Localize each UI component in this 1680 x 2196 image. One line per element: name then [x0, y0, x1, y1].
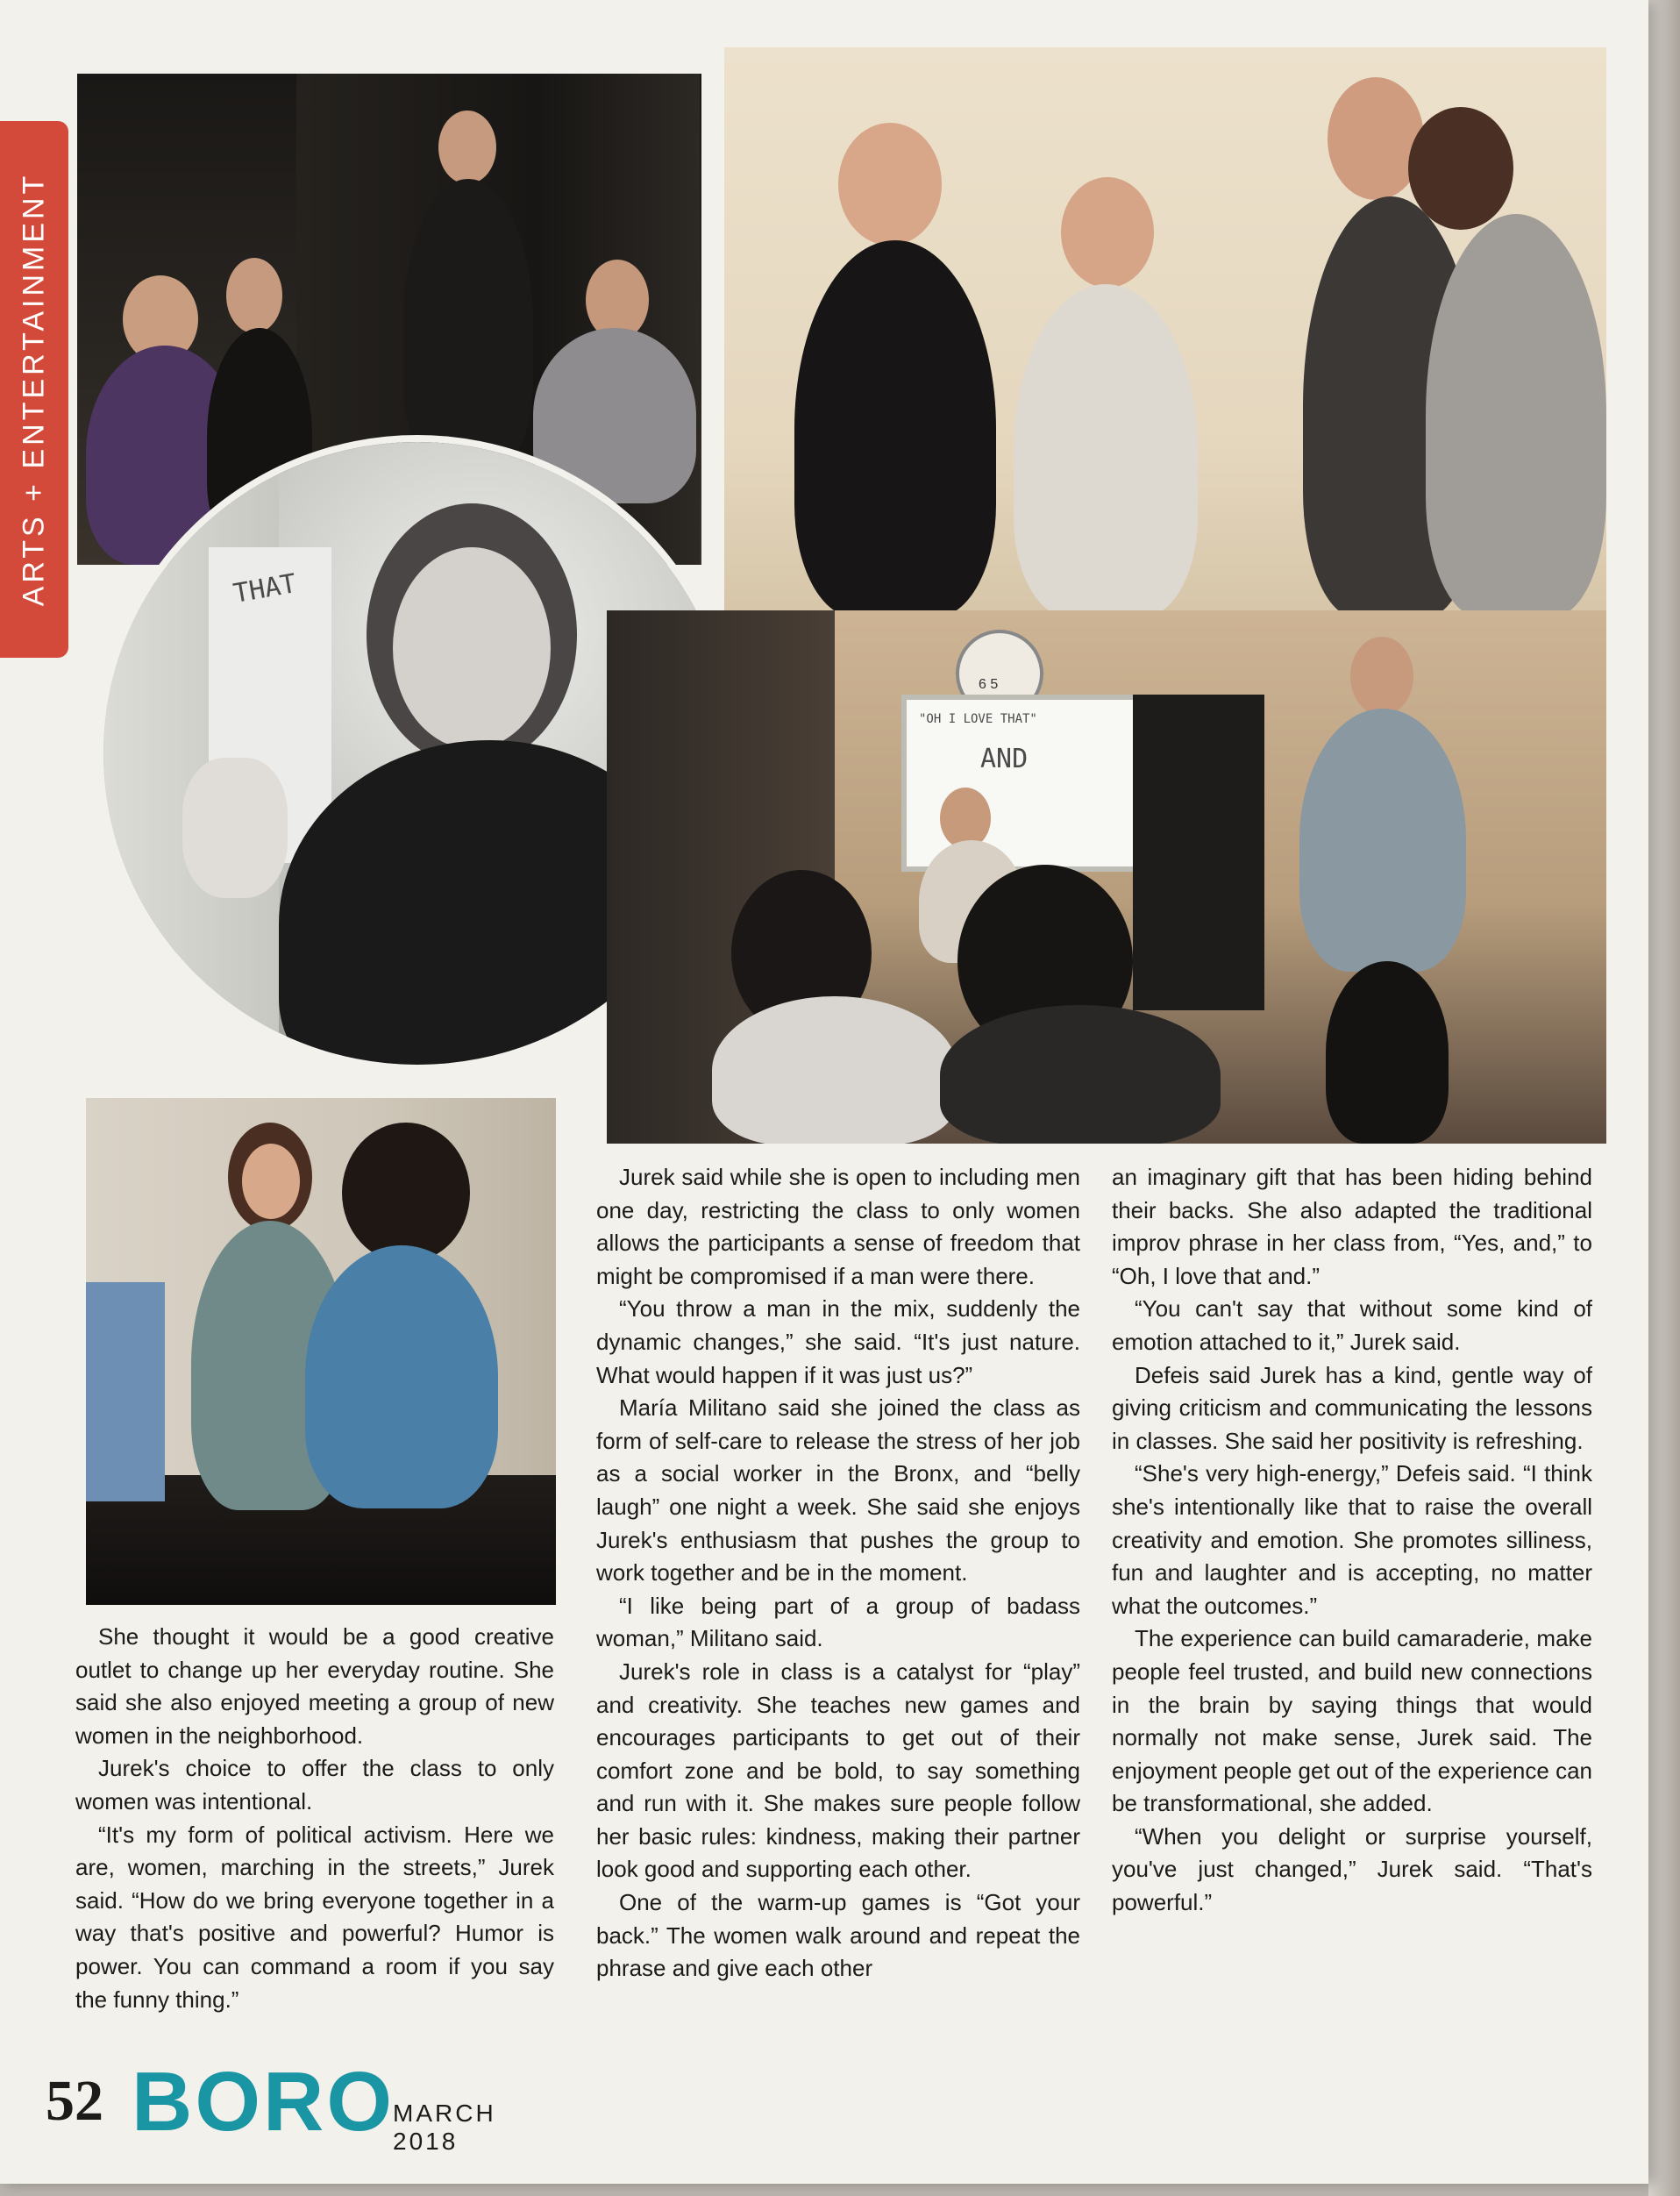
- issue-date: MARCH 2018: [393, 2100, 496, 2155]
- paragraph: “You can't say that without some kind of emotion attached to it,” Jurek said.: [1112, 1295, 1592, 1355]
- paragraph: “It's my form of political activism. Here we are, women, marching in the streets,” Jurek said. “How do we bring everyone together in a way that's positive and powerful? Humor is power. You can command a room if you say the funny thing.”: [75, 1821, 554, 2013]
- whiteboard-text: "OH I LOVE THAT": [919, 712, 1037, 726]
- photo-classroom: [607, 610, 1606, 1144]
- paragraph: She thought it would be a good creative outlet to change up her everyday routine. She said she also enjoyed meeting a group of new women in the neighborhood.: [75, 1623, 554, 1749]
- column-left: [75, 1621, 554, 2016]
- paragraph: Jurek's choice to offer the class to only women was intentional.: [75, 1755, 554, 1815]
- paragraph: The experience can build camaraderie, make people feel trusted, and build new connections in the brain by saying things that would normally not make sense, Jurek said. The enjoyment people get out of the experience can be transformational, she added.: [1112, 1625, 1592, 1817]
- paragraph: Defeis said Jurek has a kind, gentle way of giving criticism and communicating the lessons in classes. She said her positivity is refreshing.: [1112, 1361, 1592, 1454]
- paragraph: Jurek said while she is open to including men one day, restricting the class to only women allows the participants a sense of freedom that might be compromised if a man were there.: [596, 1164, 1080, 1289]
- page-number: 52: [46, 2069, 103, 2133]
- paragraph: Jurek's role in class is a catalyst for “play” and creativity. She teaches new games and encourages participants to get out of their comfort zone and be bold, to say something and run with it. She makes sure people follow her basic rules: kindness, making their partner look good and supporting each other.: [596, 1658, 1080, 1883]
- paragraph: One of the warm-up games is “Got your back.” The women walk around and repeat the phrase and give each other: [596, 1889, 1080, 1982]
- circle-board-text: THAT: [231, 567, 299, 610]
- paragraph: “When you delight or surprise yourself, you've just changed,” Jurek said. “That's powerful.”: [1112, 1822, 1592, 1916]
- paragraph: “I like being part of a group of badass woman,” Militano said.: [596, 1592, 1080, 1652]
- paragraph: “She's very high-energy,” Defeis said. “I think she's intentionally like that to raise the overall creativity and emotion. She promotes silliness, fun and laughter and is accepting, no matter what the outcomes.”: [1112, 1460, 1592, 1619]
- clock-numbers: 6 5: [979, 677, 999, 692]
- photo-two-women: [86, 1098, 556, 1605]
- page-edge: [1648, 0, 1680, 2196]
- section-label: ARTS + ENTERTAINMENT: [17, 172, 51, 607]
- column-middle: [596, 1161, 1080, 1986]
- magazine-logo: BORO: [132, 2055, 395, 2149]
- photo-improv-hug: [724, 47, 1606, 617]
- column-right: [1112, 1161, 1592, 1920]
- paragraph: María Militano said she joined the class as form of self-care to release the stress of her job as a social worker in the Bronx, and “belly laugh” one night a week. She said she enjoys Jurek's enthusiasm that pushes the group to work together and be in the moment.: [596, 1394, 1080, 1586]
- section-tab: [0, 121, 68, 658]
- whiteboard-and: AND: [980, 744, 1029, 774]
- paragraph: an imaginary gift that has been hiding behind their backs. She also adapted the traditional improv phrase in her class from, “Yes, and,” to “Oh, I love that and.”: [1112, 1164, 1592, 1289]
- whiteboard: [901, 695, 1140, 872]
- paragraph: “You throw a man in the mix, suddenly the dynamic changes,” she said. “It's just nature. What would happen if it was just us?”: [596, 1295, 1080, 1388]
